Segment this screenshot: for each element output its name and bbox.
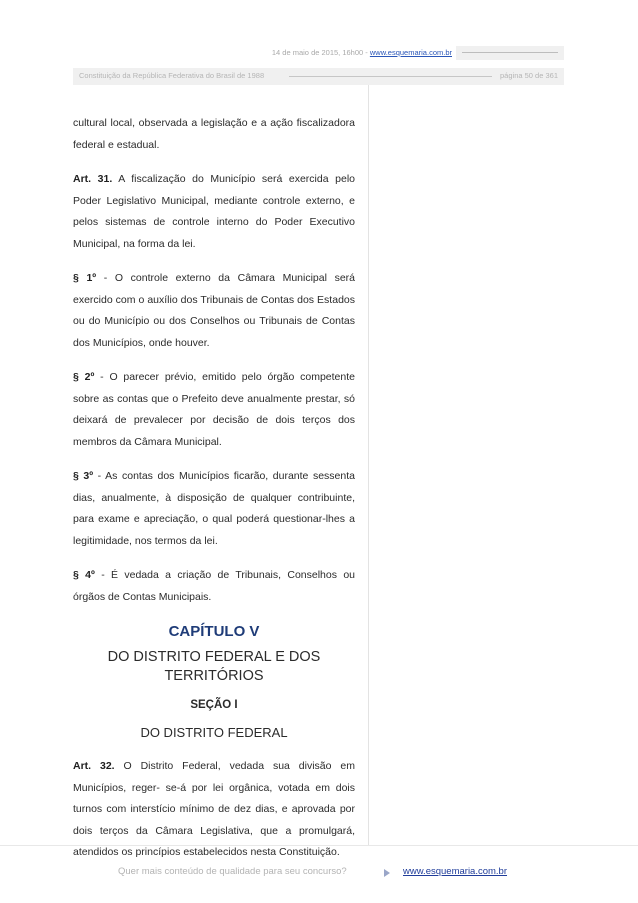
footer-divider — [0, 845, 638, 846]
section-title: DO DISTRITO FEDERAL — [140, 725, 288, 740]
chapter-label: CAPÍTULO V — [168, 623, 260, 640]
document-title: Constituição da República Federativa do Brasil de 1988 — [79, 71, 265, 80]
paragraph-3-text: - As contas dos Municípios ficarão, durante sessenta dias, anualmente, à disposição de qualquer contribuinte, para exame e apreciação, o qual poderá questionar-lhes a legitimidade, nos termos da lei. — [73, 470, 355, 547]
play-arrow-icon — [384, 869, 390, 877]
paragraph-continuation: cultural local, observada a legislação e a ação fiscalizadora federal e estadual. — [73, 117, 355, 151]
section-label: SEÇÃO I — [190, 699, 238, 711]
paragraph-4 — [73, 565, 355, 608]
footer-promo-text: Quer mais conteúdo de qualidade para seu concurso? — [118, 866, 347, 877]
header-divider — [289, 76, 492, 77]
header-date-text: 14 de maio de 2015, 16h00 - — [271, 48, 370, 57]
header-band — [456, 46, 564, 60]
article-31-label: Art. 31. — [73, 173, 113, 185]
footer-site-link[interactable]: www.esquemaria.com.br — [403, 866, 508, 877]
paragraph-3 — [73, 466, 355, 552]
article-31 — [73, 169, 355, 255]
paragraph-2 — [73, 367, 355, 453]
header-top — [0, 46, 638, 62]
paragraph-2-text: - O parecer prévio, emitido pelo órgão competente sobre as contas que o Prefeito deve anualmente prestar, só deixará de prevalecer por decisão de dois terços dos membros da Câmara Municipal. — [73, 371, 355, 448]
article-32-text: O Distrito Federal, vedada sua divisão em Municípios, reger- se-á por lei orgânica, votada em dois turnos com interstício mínimo de dez dias, e aprovada por dois terços da Câmara Legislativa, que a promulgará, atendidos os princípios estabelecidos nesta Constituição. — [73, 760, 355, 858]
paragraph-4-text: - É vedada a criação de Tribunais, Conselhos ou órgãos de Contas Municipais. — [73, 569, 355, 603]
column-divider — [368, 85, 369, 845]
page-number: página 50 de 361 — [500, 71, 558, 80]
header-site-link[interactable]: www.esquemaria.com.br — [369, 48, 452, 57]
article-31-text: A fiscalização do Município será exercida pelo Poder Legislativo Municipal, mediante controle externo, e pelos sistemas de controle interno do Poder Executivo Municipal, na forma da lei. — [73, 173, 355, 250]
paragraph-3-label: § 3º — [73, 470, 94, 482]
paragraph-1-text: - O controle externo da Câmara Municipal será exercido com o auxílio dos Tribunais de Contas dos Estados ou do Município ou dos Conselhos ou Tribunais de Contas dos Municípios, onde houver. — [73, 272, 355, 349]
header-band-line — [462, 52, 558, 53]
paragraph-1 — [73, 268, 355, 354]
paragraph-1-label: § 1º — [73, 272, 97, 284]
chapter-title: DO DISTRITO FEDERAL E DOS TERRITÓRIOS — [107, 649, 321, 684]
article-32 — [73, 756, 355, 864]
main-text-column — [73, 113, 355, 877]
paragraph-2-label: § 2º — [73, 371, 95, 383]
document-header-bar — [73, 68, 564, 85]
paragraph-4-label: § 4º — [73, 569, 95, 581]
header-date — [272, 48, 452, 57]
article-32-label: Art. 32. — [73, 760, 115, 772]
footer — [0, 866, 638, 882]
